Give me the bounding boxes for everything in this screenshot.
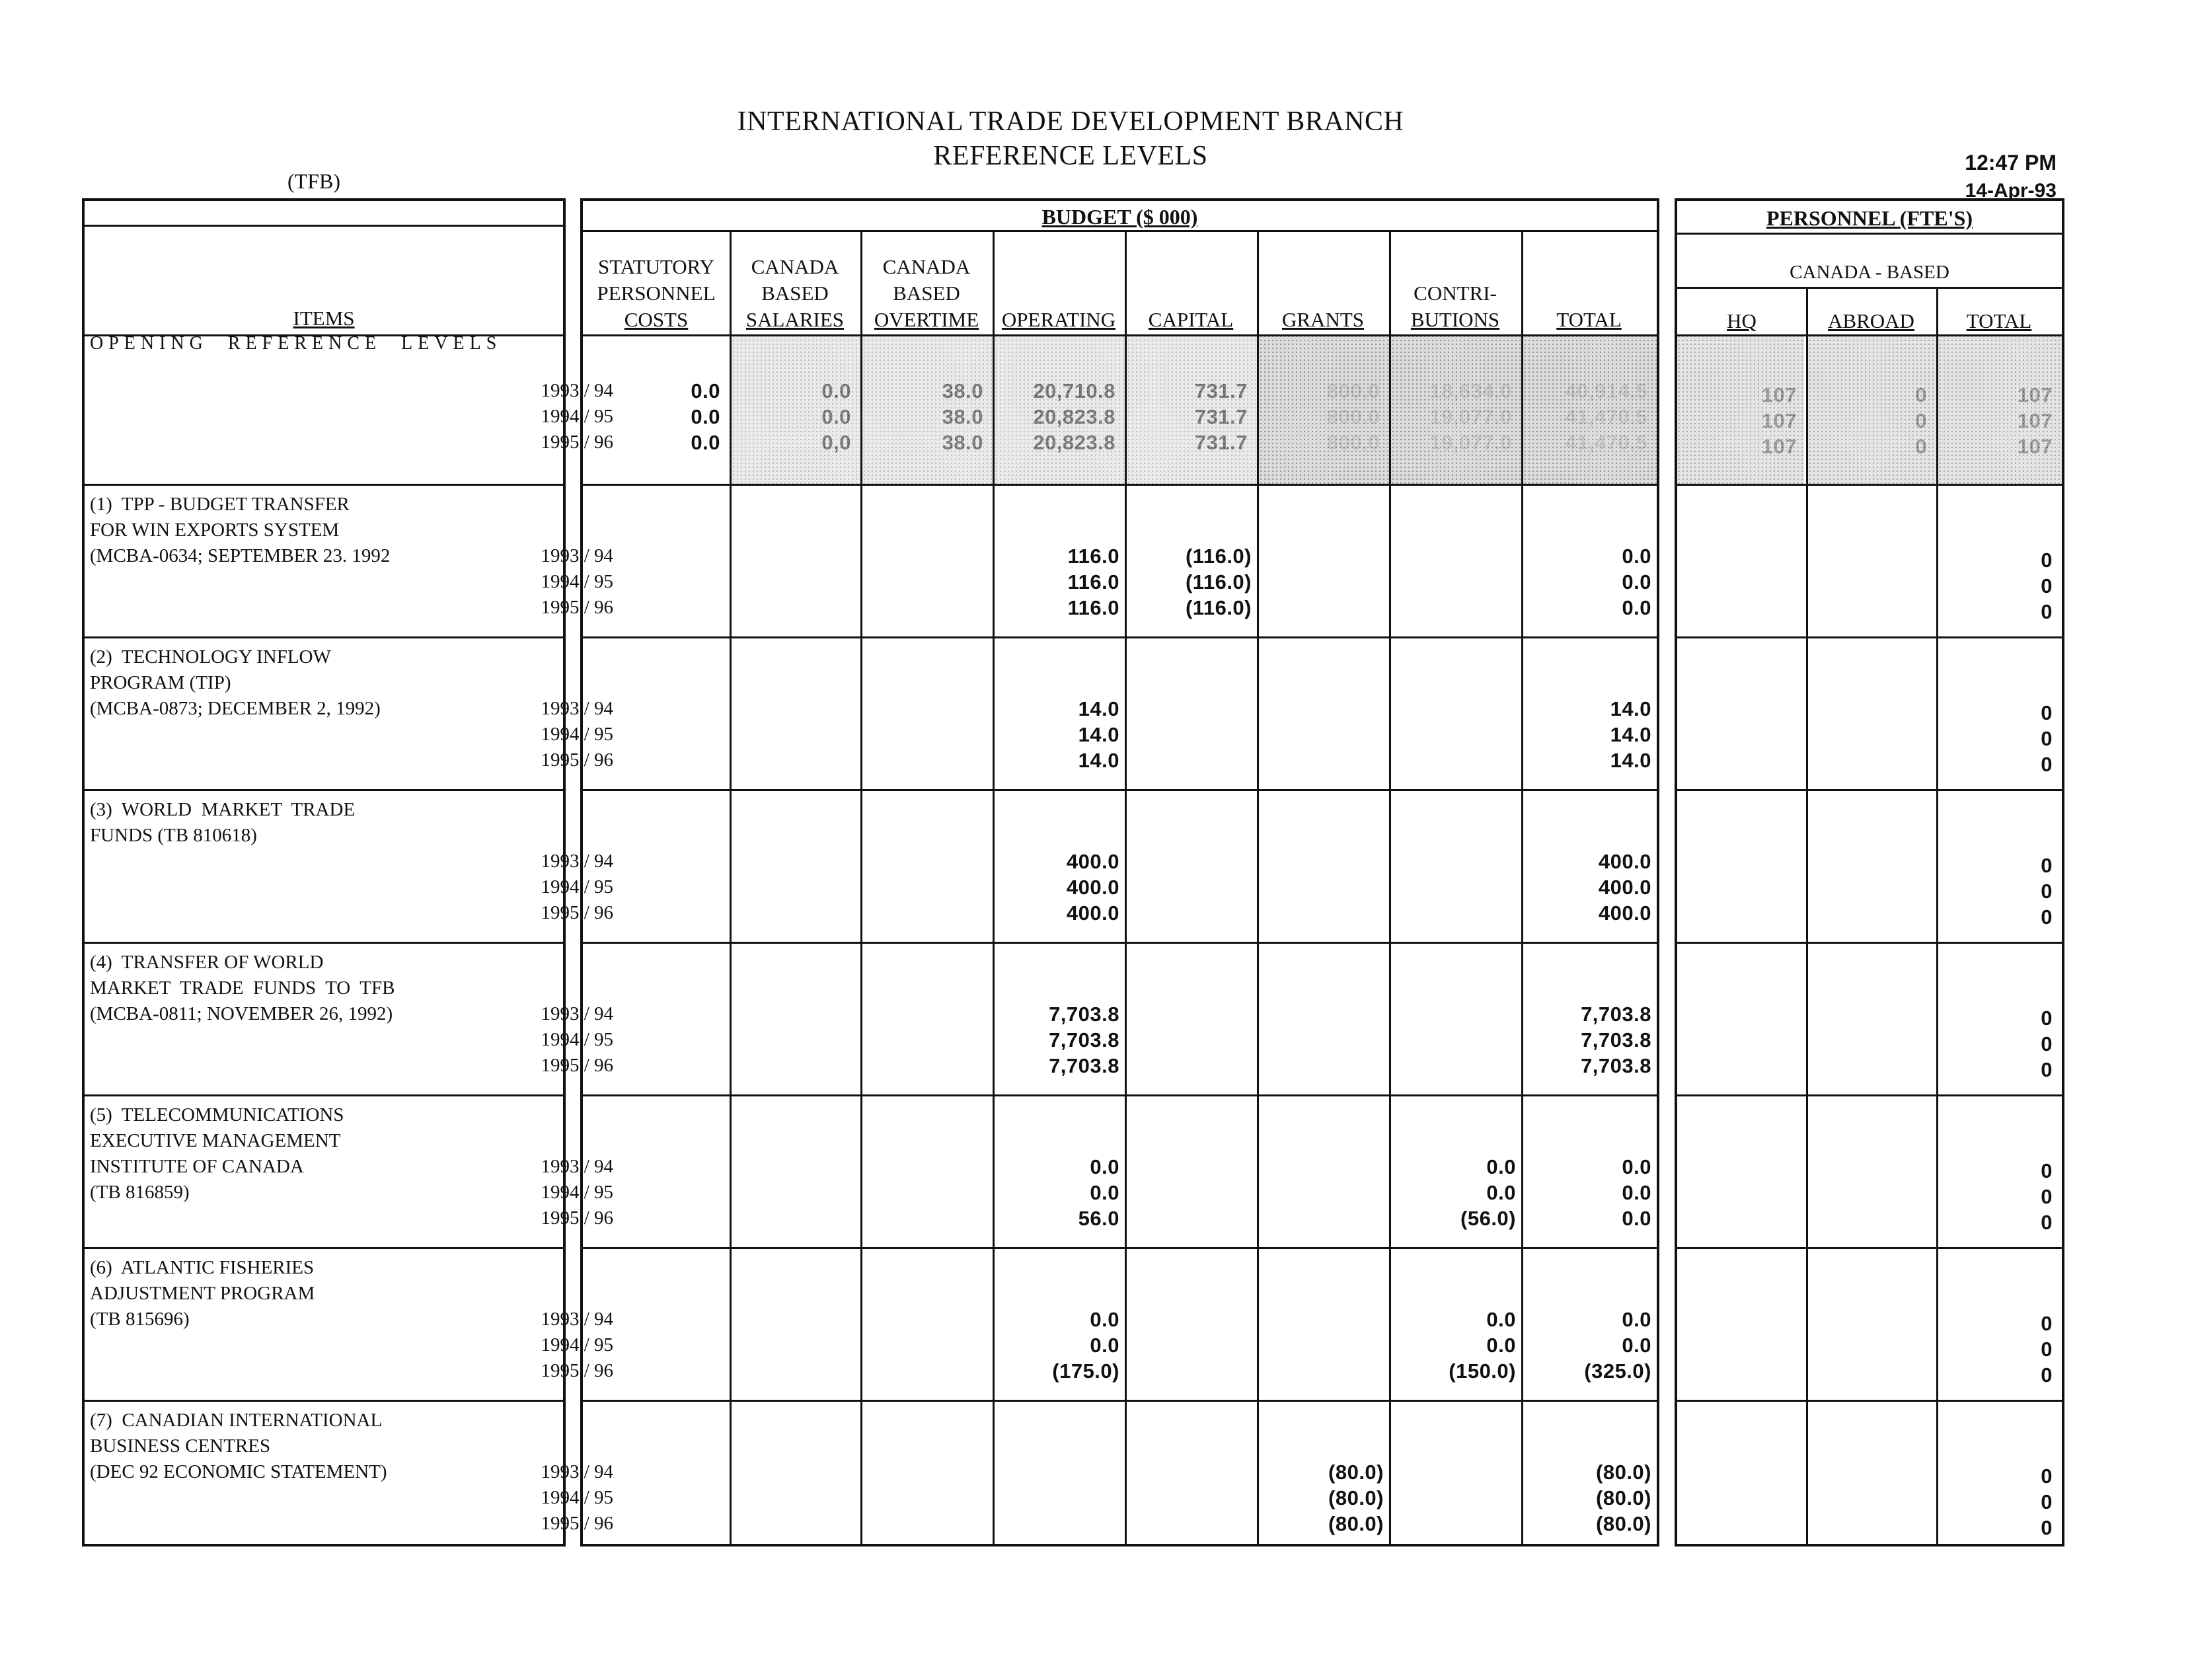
budget-cell: (116.0) [1185,545,1252,568]
year-label: 1993 / 94 [541,1461,613,1482]
year-label: 1995 / 96 [541,432,613,453]
year-label: 1994 / 95 [541,1487,613,1508]
budget-column-header: BUTIONS [1410,308,1500,331]
year-label: 1995 / 96 [541,749,613,771]
personnel-cell: 0 [2041,1363,2053,1387]
personnel-column-header: HQ [1727,309,1757,332]
budget-cell: 0.0 [1090,1334,1119,1357]
opening-shading [1938,334,2062,484]
section-rule [1677,636,2062,638]
budget-cell: 14.0 [1078,723,1119,746]
item-label: INSTITUTE OF CANADA [90,1156,304,1177]
item-label: MARKET TRADE FUNDS TO TFB [90,977,395,999]
section-rule [1677,1400,2062,1402]
opening-reference-levels-label: OPENING REFERENCE LEVELS [90,333,502,354]
budget-cell: 7,703.8 [1049,1028,1119,1051]
report-time: 12:47 PM [1965,151,2057,174]
personnel-cell: 0 [2041,1032,2053,1055]
budget-cell: 116.0 [1067,596,1119,619]
budget-cell: 0.0 [691,431,720,454]
items-top-rule [85,225,563,227]
item-label: (3) WORLD MARKET TRADE [90,799,356,820]
personnel-header: PERSONNEL (FTE'S) [1766,206,1973,230]
section-rule [85,1094,563,1096]
section-rule [1677,942,2062,944]
personnel-cell: 0 [2041,1007,2053,1030]
section-rule [583,1247,1657,1249]
budget-header: BUDGET ($ 000) [1041,205,1198,229]
personnel-cell: 0 [2041,1490,2053,1513]
budget-column-header: BASED [893,282,960,305]
budget-cell: 0.0 [1622,1155,1651,1178]
budget-column-header: OVERTIME [874,308,979,331]
budget-column-header: COSTS [624,308,689,331]
section-rule [583,789,1657,791]
budget-cell: 0.0 [1486,1334,1516,1357]
personnel-cell: 0 [2041,1211,2053,1234]
budget-cell: (116.0) [1185,570,1252,593]
year-label: 1995 / 96 [541,1055,613,1076]
budget-cell: 56.0 [1078,1207,1119,1230]
budget-cell: 400.0 [1066,850,1119,873]
year-label: 1993 / 94 [541,1003,613,1024]
budget-column-header: SALARIES [745,308,845,331]
section-rule [1677,1247,2062,1249]
budget-column-header: CANADA [882,255,971,278]
items-header: ITEMS [293,307,355,330]
canada-based-header: CANADA - BASED [1790,262,1949,283]
opening-shading [732,334,860,484]
year-label: 1994 / 95 [541,876,613,897]
personnel-cell: 0 [2041,880,2053,903]
year-label: 1994 / 95 [541,1334,613,1355]
section-rule [1677,1094,2062,1096]
personnel-column-header: TOTAL [1966,309,2032,332]
opening-shading [1523,334,1657,484]
section-rule [85,484,563,486]
personnel-cell: 0 [2041,727,2053,750]
year-label: 1995 / 96 [541,1207,613,1229]
item-label: FOR WIN EXPORTS SYSTEM [90,519,340,541]
personnel-cell: 0 [2041,753,2053,776]
item-label: (MCBA-0811; NOVEMBER 26, 1992) [90,1003,393,1024]
report-title-line-1: INTERNATIONAL TRADE DEVELOPMENT BRANCH [737,106,1404,137]
budget-column-header: CONTRI- [1414,282,1497,305]
budget-cell: 400.0 [1066,901,1119,925]
opening-shading [1259,334,1389,484]
budget-cell: 400.0 [1598,850,1651,873]
report-title-line-2: REFERENCE LEVELS [933,141,1208,171]
budget-cell: (80.0) [1328,1512,1384,1535]
budget-cell: 0.0 [1486,1181,1516,1204]
personnel-cell: 0 [2041,905,2053,929]
opening-shading [862,334,993,484]
item-label: PROGRAM (TIP) [90,672,231,693]
personnel-cell: 0 [2041,574,2053,597]
budget-panel [580,198,1659,1546]
budget-cell: 14.0 [1078,749,1119,772]
year-label: 1993 / 94 [541,1309,613,1330]
budget-cell: 7,703.8 [1049,1054,1119,1077]
budget-cell: 14.0 [1078,697,1119,720]
budget-cell: 0.0 [1622,1334,1651,1357]
year-label: 1993 / 94 [541,545,613,566]
personnel-cell: 0 [2041,1338,2053,1361]
budget-cell: 14.0 [1610,697,1651,720]
header-bottom-rule [85,334,563,336]
report-date: 14-Apr-93 [1965,180,2057,202]
budget-cell: (80.0) [1596,1512,1651,1535]
budget-cell: 0.0 [1622,1308,1651,1331]
budget-column-header: CAPITAL [1148,308,1234,331]
budget-cell: 7,703.8 [1581,1054,1651,1077]
budget-cell: (80.0) [1596,1486,1651,1509]
section-rule [85,1247,563,1249]
budget-column-header: OPERATING [1001,308,1116,331]
section-rule [583,636,1657,638]
budget-cell: 0.0 [1622,596,1651,619]
year-label: 1994 / 95 [541,724,613,745]
year-label: 1995 / 96 [541,1513,613,1534]
budget-column-header: GRANTS [1281,308,1364,331]
personnel-cell: 0 [2041,549,2053,572]
budget-cell: 0.0 [1622,1181,1651,1204]
opening-shading [1808,334,1936,484]
budget-cell: (80.0) [1328,1486,1384,1509]
item-label: (DEC 92 ECONOMIC STATEMENT) [90,1461,387,1482]
budget-cell: 0.0 [1486,1308,1516,1331]
item-label: (5) TELECOMMUNICATIONS [90,1104,344,1126]
budget-cell: 0.0 [1090,1181,1119,1204]
section-rule [583,1094,1657,1096]
personnel-cell: 0 [2041,1465,2053,1488]
section-rule [1677,484,2062,486]
section-rule [583,1400,1657,1402]
year-label: 1993 / 94 [541,698,613,719]
header-bottom-rule [1677,334,2062,336]
item-label: ADJUSTMENT PROGRAM [90,1283,315,1304]
budget-cell: 7,703.8 [1581,1003,1651,1026]
item-label: EXECUTIVE MANAGEMENT [90,1130,341,1151]
year-label: 1993 / 94 [541,380,613,401]
budget-cell: (150.0) [1449,1359,1516,1383]
item-label: (1) TPP - BUDGET TRANSFER [90,494,350,515]
item-label: FUNDS (TB 810618) [90,825,257,846]
items-panel [82,198,613,1546]
item-label: (7) CANADIAN INTERNATIONAL [90,1410,383,1431]
year-label: 1995 / 96 [541,597,613,618]
budget-cell: 7,703.8 [1581,1028,1651,1051]
budget-cell: 400.0 [1598,876,1651,899]
section-rule [583,484,1657,486]
personnel-cell: 0 [2041,600,2053,623]
budget-cell: 14.0 [1610,723,1651,746]
budget-column-header: CANADA [751,255,839,278]
item-label: (TB 816859) [90,1182,190,1203]
item-label: (MCBA-0873; DECEMBER 2, 1992) [90,698,381,719]
section-rule [85,1400,563,1402]
section-rule [85,789,563,791]
year-label: 1994 / 95 [541,1029,613,1050]
opening-shading [995,334,1125,484]
year-label: 1993 / 94 [541,851,613,872]
item-label: (TB 815696) [90,1309,190,1330]
item-label: (6) ATLANTIC FISHERIES [90,1257,315,1278]
budget-cell: 0.0 [1486,1155,1516,1178]
item-label: (2) TECHNOLOGY INFLOW [90,646,331,668]
budget-cell: 0.0 [1622,570,1651,593]
budget-cell: (56.0) [1460,1207,1516,1230]
budget-cell: 0.0 [691,405,720,428]
budget-cell: (80.0) [1328,1461,1384,1484]
budget-column-header: BASED [761,282,829,305]
opening-shading [1677,334,1804,484]
budget-cell: 400.0 [1066,876,1119,899]
budget-cell: 7,703.8 [1049,1003,1119,1026]
year-label: 1994 / 95 [541,1182,613,1203]
budget-header-rule [583,230,1657,232]
personnel-column-header: ABROAD [1828,309,1914,332]
budget-cell: 0.0 [1090,1155,1119,1178]
year-label: 1994 / 95 [541,406,613,427]
budget-cell: 0.0 [1090,1308,1119,1331]
personnel-panel [1675,198,2064,1546]
personnel-cell: 0 [2041,1185,2053,1208]
section-rule [85,942,563,944]
item-label: (4) TRANSFER OF WORLD [90,952,324,973]
item-label: BUSINESS CENTRES [90,1435,271,1457]
year-label: 1995 / 96 [541,1360,613,1381]
personnel-cell: 0 [2041,1058,2053,1081]
budget-cell: 400.0 [1598,901,1651,925]
budget-column-header: TOTAL [1556,308,1622,331]
year-label: 1994 / 95 [541,571,613,592]
section-rule [583,942,1657,944]
budget-column-header: STATUTORY [597,255,715,278]
budget-cell: (175.0) [1052,1359,1119,1383]
budget-cell: (80.0) [1596,1461,1651,1484]
budget-cell: 0.0 [1622,1207,1651,1230]
personnel-cell: 0 [2041,1516,2053,1539]
org-code: (TFB) [287,169,340,193]
canada-based-rule [1677,287,2062,289]
personnel-cell: 0 [2041,1159,2053,1182]
budget-cell: 14.0 [1610,749,1651,772]
year-label: 1993 / 94 [541,1156,613,1177]
year-label: 1995 / 96 [541,902,613,923]
section-rule [85,636,563,638]
budget-column-header: PERSONNEL [597,282,716,305]
budget-cell: 116.0 [1067,545,1119,568]
personnel-cell: 0 [2041,854,2053,877]
header-bottom-rule [583,334,1657,336]
opening-shading [1391,334,1521,484]
personnel-header-rule [1677,233,2062,235]
section-rule [1677,789,2062,791]
personnel-cell: 0 [2041,701,2053,724]
budget-cell: 116.0 [1067,570,1119,593]
budget-cell: 0.0 [1622,545,1651,568]
budget-cell: (116.0) [1185,596,1252,619]
opening-shading [1127,334,1257,484]
personnel-cell: 0 [2041,1312,2053,1335]
budget-cell: (325.0) [1584,1359,1651,1383]
item-label: (MCBA-0634; SEPTEMBER 23. 1992 [90,545,391,566]
budget-cell: 0.0 [691,379,720,402]
